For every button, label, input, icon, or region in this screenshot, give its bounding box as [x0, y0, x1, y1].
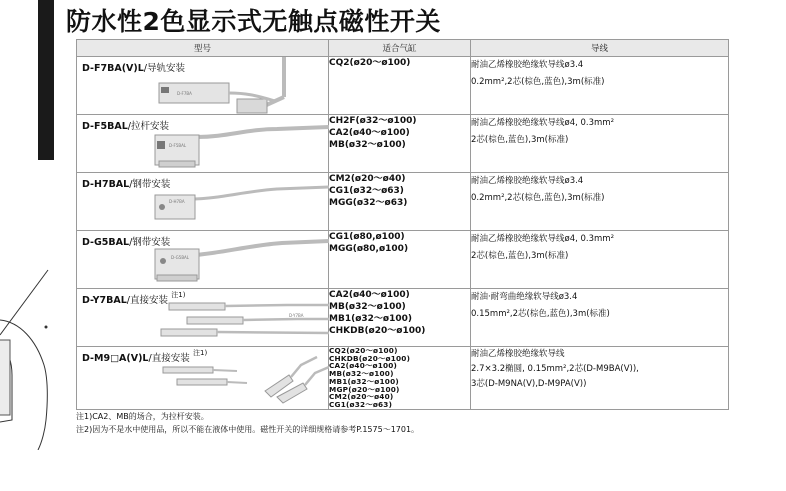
model-code: D-G5BAL: [82, 237, 130, 248]
mount-type: /钢带安装: [129, 179, 171, 190]
model-label: [82, 350, 207, 364]
table-row: [77, 173, 729, 231]
cylinder-cell: [329, 289, 471, 347]
cylinder-item: CA2(ø40～ø100): [329, 361, 398, 371]
cylinder-cell: [329, 173, 471, 231]
svg-text:D-F5BAL: D-F5BAL: [169, 143, 187, 148]
model-cell: [77, 57, 329, 115]
cylinder-item: CG1(ø80,ø100): [329, 232, 405, 242]
cylinder-item: MB(ø32～ø100): [329, 369, 394, 379]
cylinder-item: MGP(ø20～ø100): [329, 384, 400, 394]
note-ref: 注1): [171, 291, 186, 299]
wire-spec-line: 耐油乙烯橡胶绝缘软导线ø3.4: [471, 60, 584, 70]
cylinder-item: MB1(ø32～ø100): [329, 314, 412, 324]
note-ref: 注1): [193, 349, 208, 357]
footnote-1: 注1)CA2、MB的场合，为拉杆安装。: [76, 412, 209, 421]
wire-cell: [471, 231, 729, 289]
wire-spec-line: 耐油乙烯橡胶绝缘软导线ø3.4: [471, 176, 584, 186]
wire-spec-line: 耐油乙烯橡胶绝缘软导线ø4, 0.3mm²: [471, 118, 614, 128]
cylinder-item: CHKDB(ø20～ø100): [329, 353, 411, 363]
header-wire: 导线: [471, 40, 729, 57]
table-row: [77, 57, 729, 115]
cylinder-item: CHKDB(ø20～ø100): [329, 326, 426, 336]
cylinder-item: MGG(ø80,ø100): [329, 244, 409, 254]
mount-type: /直接安装: [126, 295, 168, 307]
table-row: [77, 115, 729, 173]
cylinder-item: CG1(ø32～ø63): [329, 186, 404, 196]
wire-spec-line: 0.2mm²,2芯(棕色,蓝色),3m(标准): [471, 77, 605, 87]
model-label: [82, 234, 170, 248]
mount-type: /导轨安装: [143, 63, 185, 74]
header-cylinder: 适合气缸: [329, 40, 471, 57]
cylinder-cell: [329, 57, 471, 115]
cylinder-item: MB(ø32～ø100): [329, 140, 406, 150]
header-model: 型号: [77, 40, 329, 57]
wire-spec-line: 0.15mm²,2芯(棕色,蓝色),3m(标准): [471, 309, 610, 319]
page-title: 防水性2色显示式无触点磁性开关: [66, 7, 441, 36]
mount-type: /直接安装: [148, 353, 190, 365]
table-row: [77, 231, 729, 289]
wire-spec-line: 耐油·耐弯曲绝缘软导线ø3.4: [471, 292, 578, 302]
wire-spec-line: 耐油乙烯橡胶绝缘软导线: [471, 349, 565, 359]
cylinder-item: CG1(ø32～ø63): [329, 399, 393, 409]
model-cell: [77, 347, 329, 410]
wire-spec-line: 耐油乙烯橡胶绝缘软导线ø4, 0.3mm²: [471, 234, 614, 244]
table-row: [77, 347, 729, 410]
wire-cell: [471, 57, 729, 115]
model-label: [82, 176, 170, 190]
svg-text:D-H7BA: D-H7BA: [169, 199, 185, 204]
section-marker-bar: [38, 0, 54, 160]
cylinder-item: CA2(ø40～ø100): [329, 128, 410, 138]
cylinder-item: MB(ø32～ø100): [329, 302, 406, 312]
wire-cell: [471, 173, 729, 231]
model-cell: [77, 231, 329, 289]
cylinder-item: CH2F(ø32～ø100): [329, 116, 417, 126]
cylinder-item: MB1(ø32～ø100): [329, 376, 399, 386]
model-cell: [77, 115, 329, 173]
wire-spec-line: 0.2mm²,2芯(棕色,蓝色),3m(标准): [471, 193, 605, 203]
model-label: [82, 60, 185, 74]
svg-text:D-F7BA: D-F7BA: [177, 91, 192, 96]
svg-text:D-Y7BA: D-Y7BA: [289, 313, 304, 318]
model-cell: [77, 173, 329, 231]
footnote-2: 注2)因为不是水中使用品，所以不能在液体中使用。磁性开关的详细规格请参考P.1575～1701。: [76, 425, 420, 434]
wire-spec-line: 2芯(棕色,蓝色),3m(标准): [471, 251, 569, 261]
wire-spec-line: 2芯(棕色,蓝色),3m(标准): [471, 135, 569, 145]
mount-type: /钢带安装: [129, 237, 171, 248]
wire-cell: [471, 289, 729, 347]
model-code: D-F5BAL: [82, 121, 128, 132]
model-code: D-F7BA(V)L: [82, 63, 144, 74]
cylinder-item: CQ2(ø20～ø100): [329, 58, 411, 68]
wire-spec-line: 2.7×3.2椭圆, 0.15mm²,2芯(D-M9BA(V)),: [471, 364, 639, 374]
model-code: D-H7BAL: [82, 179, 130, 190]
switch-spec-table: [76, 39, 729, 410]
model-label: [82, 292, 185, 306]
cylinder-item: CM2(ø20～ø40): [329, 392, 394, 402]
cylinder-cell: [329, 347, 471, 410]
model-cell: [77, 289, 329, 347]
wire-cell: [471, 115, 729, 173]
cylinder-item: MGG(ø32～ø63): [329, 198, 408, 208]
cylinder-item: CA2(ø40～ø100): [329, 290, 410, 300]
cylinder-cell: [329, 231, 471, 289]
svg-text:D-G5BAL: D-G5BAL: [171, 255, 190, 260]
model-code: D-Y7BAL: [82, 295, 127, 307]
decorative-cylinder-outline: [0, 150, 60, 450]
cylinder-cell: [329, 115, 471, 173]
cylinder-item: CM2(ø20～ø40): [329, 174, 406, 184]
mount-type: /拉杆安装: [127, 121, 169, 132]
wire-spec-line: 3芯(D-M9NA(V),D-M9PA(V)): [471, 379, 587, 389]
model-code: D-M9□A(V)L: [82, 353, 149, 365]
wire-cell: [471, 347, 729, 410]
cylinder-item: CQ2(ø20～ø100): [329, 346, 398, 355]
table-row: [77, 289, 729, 347]
model-label: [82, 118, 169, 132]
